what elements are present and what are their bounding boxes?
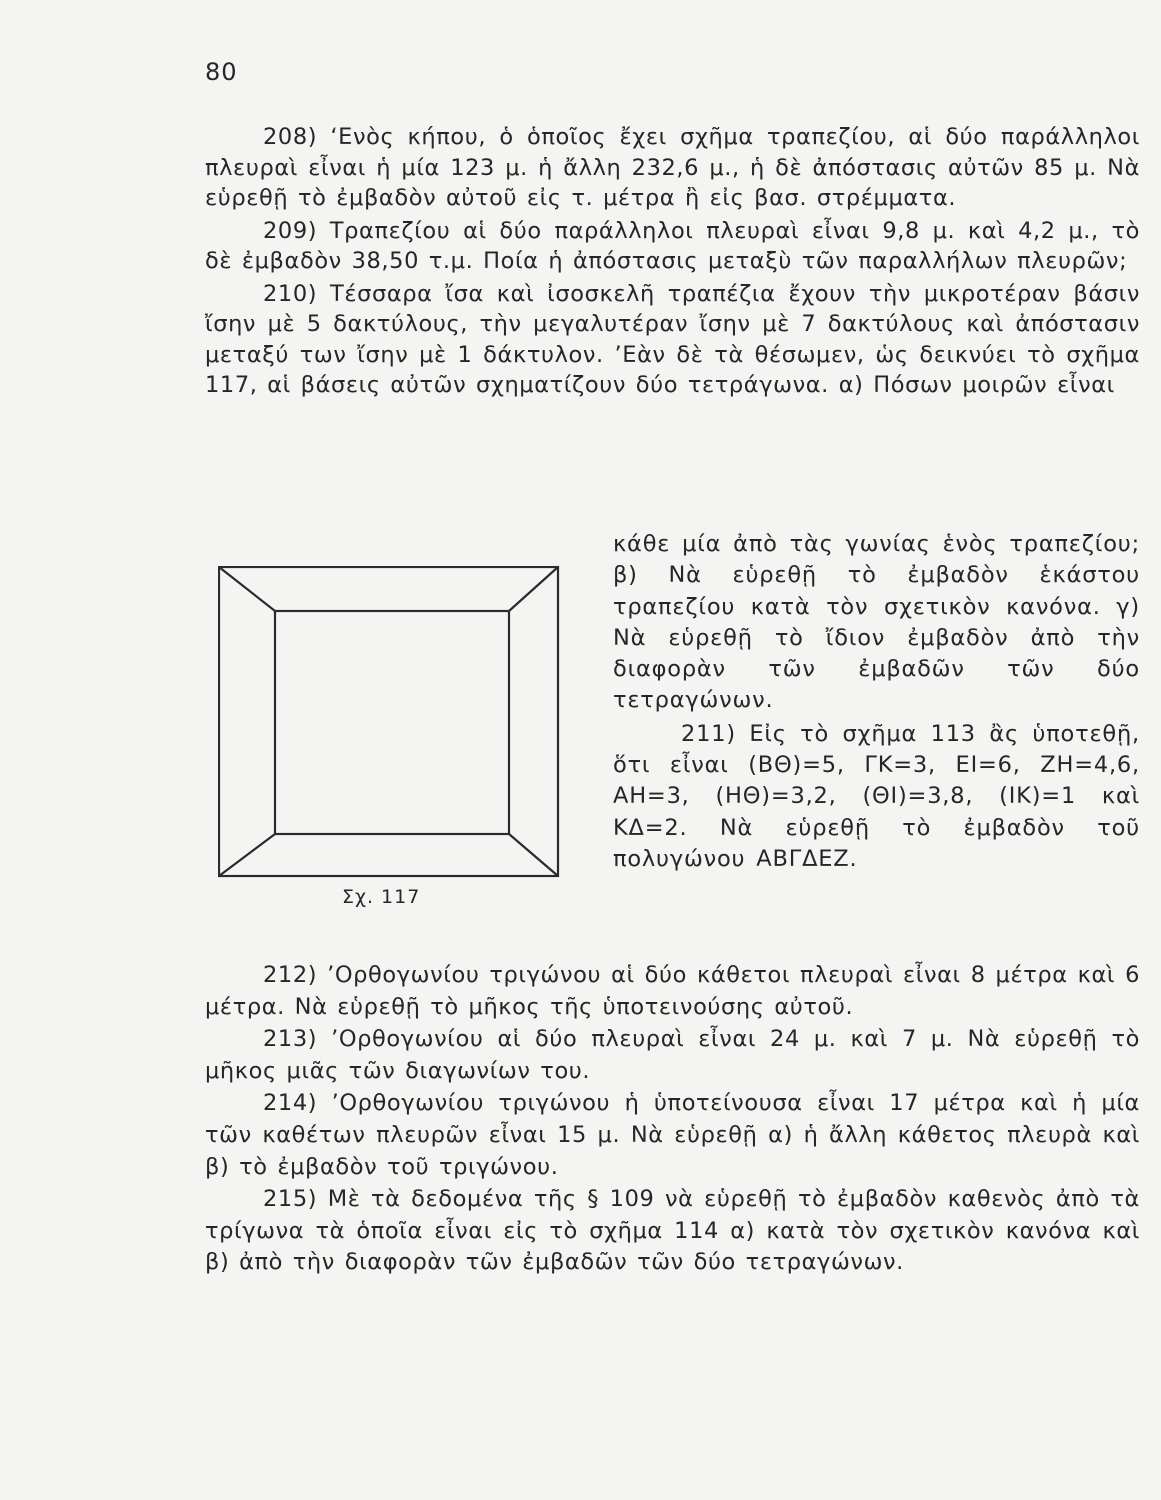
problem-210-first-part: 210) Τέσσαρα ἴσα καὶ ἰσοσκελῆ τραπέζια ἔχουν τὴν μικροτέραν βάσιν ἴσην μὲ 5 δακτύλους, τὴν μεγαλυτέραν ἴσην μὲ 7 δακτύλους καὶ ἀπόστασιν μεταξύ των ἴσην μὲ 1 δάκτυλον. ’Εὰν δὲ τὰ θέσωμεν, ὡς δεικνύει τὸ σχῆμα 117, αἱ βάσεις αὐτῶν σχηματίζουν δύο τετράγωνα. α) Πόσων μοιρῶν εἶναι (205, 280, 1140, 398)
problem-210-continued: κάθε μία ἀπὸ τὰς γωνίας ἑνὸς τραπεζίου; β) Νὰ εὑρεθῇ τὸ ἐμβαδὸν ἑκάστου τραπεζίου κατὰ τὸν σχετικὸν κανόνα. γ) Νὰ εὑρεθῇ τὸ ἴδιον ἐμβαδὸν ἀπὸ τὴν διαφορὰν τῶν ἐμβαδῶν τῶν δύο τετραγώνων. (613, 531, 1140, 714)
nested-squares-trapezoids-diagram (218, 566, 560, 878)
figure-117 (218, 566, 560, 878)
corner-line-top-left (219, 567, 275, 611)
problem-215: 215) Μὲ τὰ δεδομένα τῆς § 109 νὰ εὑρεθῇ τὸ ἐμβαδὸν καθενὸς ἀπὸ τὰ τρίγωνα τὰ ὁποῖα εἶναι εἰς τὸ σχῆμα 114 α) κατὰ τὸν σχετικὸν κανόνα καὶ β) ἀπὸ τὴν διαφορὰν τῶν ἐμβαδῶν τῶν δύο τετραγώνων. (205, 1186, 1140, 1276)
problems-bottom-section (205, 960, 1140, 1280)
problem-214: 214) ’Ορθογωνίου τριγώνου ἡ ὑποτείνουσα εἶναι 17 μέτρα καὶ ἡ μία τῶν καθέτων πλευρῶν εἶναι 15 μ. Νὰ εὑρεθῇ α) ἡ ἄλλη κάθετος πλευρὰ καὶ β) τὸ ἐμβαδὸν τοῦ τριγώνου. (205, 1090, 1140, 1180)
problem-208: 208) ‘Ενὸς κήπου, ὁ ὁποῖος ἔχει σχῆμα τραπεζίου, αἱ δύο παράλληλοι πλευραὶ εἶναι ἡ μία 123 μ. ἡ ἄλλη 232,6 μ., ἡ δὲ ἀπόστασις αὐτῶν 85 μ. Νὰ εὑρεθῇ τὸ ἐμβαδὸν αὐτοῦ εἰς τ. μέτρα ἢ εἰς βασ. στρέμματα. (205, 124, 1140, 211)
corner-line-bottom-right (509, 834, 558, 876)
figure-caption: Σχ. 117 (342, 886, 421, 908)
problem-211: 211) Εἰς τὸ σχῆμα 113 ἂς ὑποτεθῇ, ὅτι εἶναι (ΒΘ)=5, ΓΚ=3, ΕΙ=6, ΖΗ=4,6, ΑΗ=3, (ΗΘ)=3,2, (ΘΙ)=3,8, (ΙΚ)=1 καὶ ΚΔ=2. Νὰ εὑρεθῇ τὸ ἐμβαδὸν τοῦ πολυγώνου ΑΒΓΔΕΖ. (613, 720, 1140, 872)
corner-line-top-right (509, 567, 558, 611)
inner-square (275, 611, 509, 834)
problem-212: 212) ’Ορθογωνίου τριγώνου αἱ δύο κάθετοι πλευραὶ εἶναι 8 μέτρα καὶ 6 μέτρα. Νὰ εὑρεθῇ τὸ μῆκος τῆς ὑποτεινούσης αὐτοῦ. (205, 962, 1140, 1020)
problems-top-section (205, 122, 1140, 401)
problem-213: 213) ’Ορθογωνίου αἱ δύο πλευραὶ εἶναι 24 μ. καὶ 7 μ. Νὰ εὑρεθῇ τὸ μῆκος μιᾶς τῶν διαγωνίων του. (205, 1026, 1140, 1084)
problem-209: 209) Τραπεζίου αἱ δύο παράλληλοι πλευραὶ εἶναι 9,8 μ. καὶ 4,2 μ., τὸ δὲ ἐμβαδὸν 38,50 τ.μ. Ποία ἡ ἀπόστασις μεταξὺ τῶν παραλλήλων πλευρῶν; (205, 217, 1140, 274)
page-number: 80 (205, 58, 238, 86)
outer-square (219, 567, 558, 876)
corner-line-bottom-left (219, 834, 275, 876)
problems-wrap-section (613, 529, 1140, 875)
